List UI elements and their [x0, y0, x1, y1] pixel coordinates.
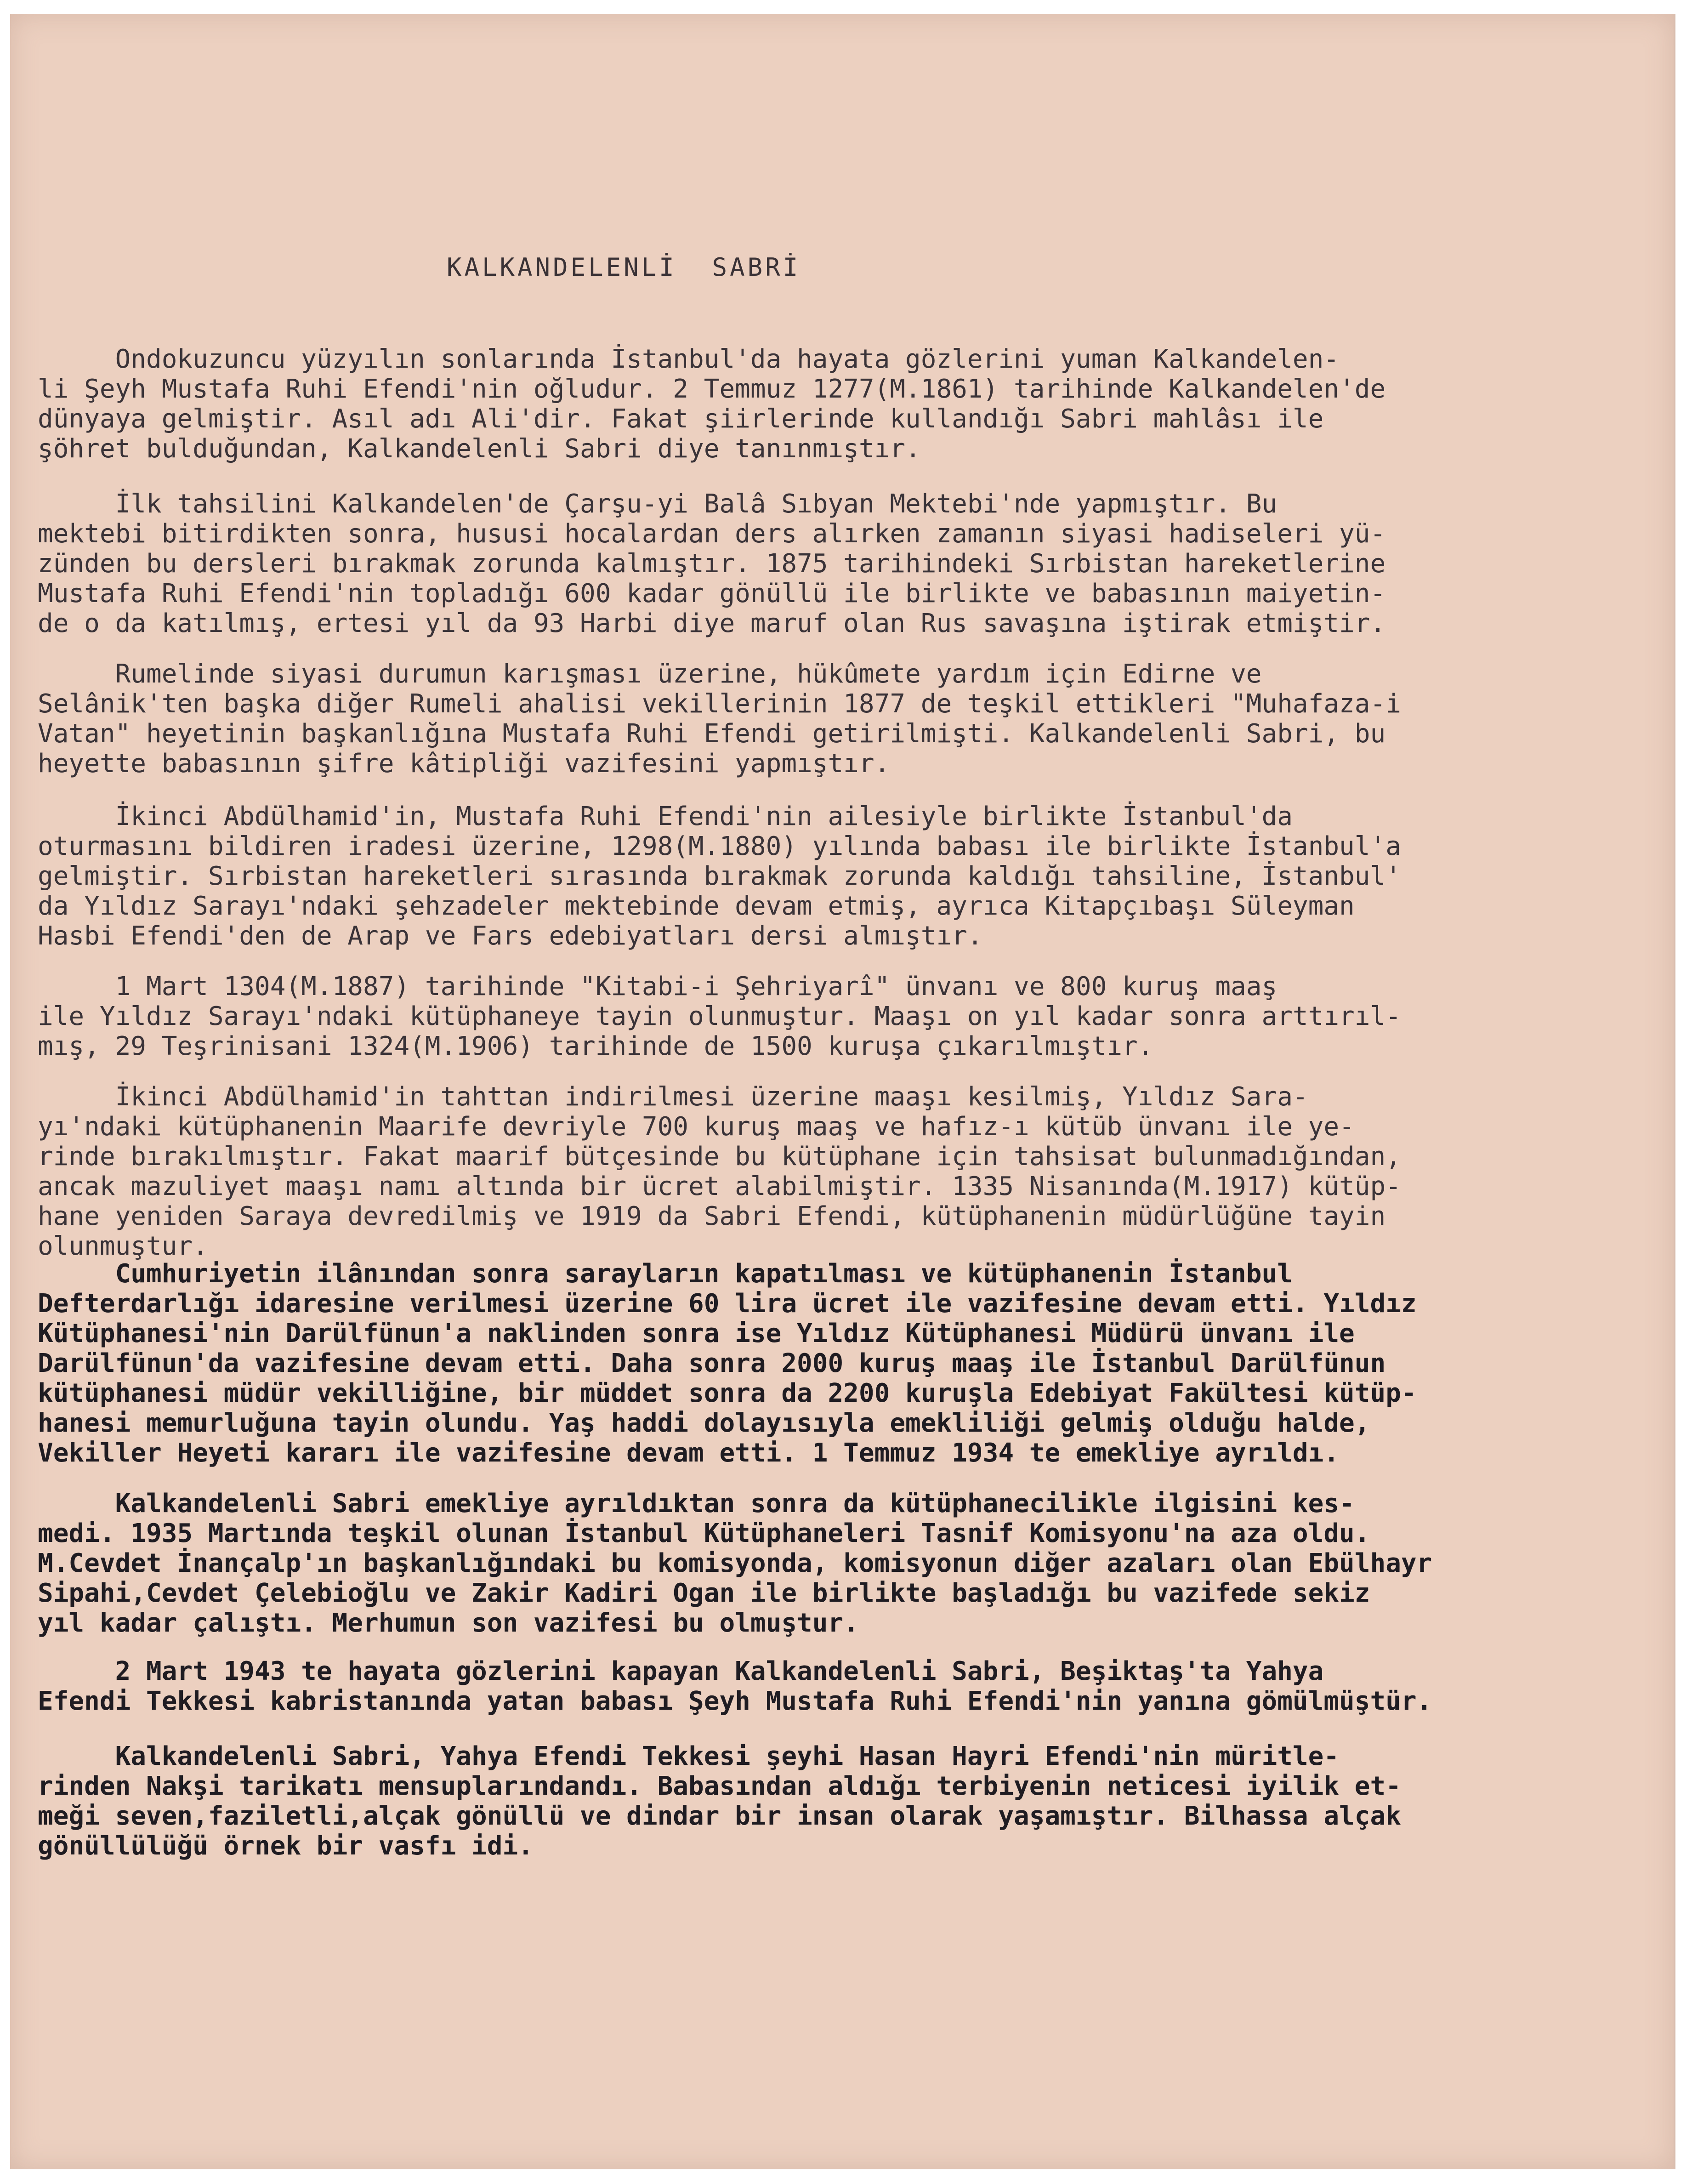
text-line: Kalkandelenli Sabri, Yahya Efendi Tekkesi şeyhi Hasan Hayri Efendi'nin müritle-: [38, 1741, 1340, 1771]
text-line: mış, 29 Teşrinisani 1324(M.1906) tarihinde de 1500 kuruşa çıkarılmıştır.: [38, 1031, 1153, 1061]
text-line: Vatan" heyetinin başkanlığına Mustafa Ruhi Efendi getirilmişti. Kalkandelenli Sabri, bu: [38, 719, 1386, 749]
text-line: zünden bu dersleri bırakmak zorunda kalmıştır. 1875 tarihindeki Sırbistan hareketlerine: [38, 549, 1386, 579]
text-line: Darülfünun'da vazifesine devam etti. Daha sonra 2000 kuruş maaş ile İstanbul Darülfünun: [38, 1348, 1386, 1378]
text-line: kütüphanesi müdür vekilliğine, bir müddet sonra da 2200 kuruşla Edebiyat Fakültesi kütüp-: [38, 1378, 1417, 1408]
text-line: 1 Mart 1304(M.1887) tarihinde "Kitabi-i Şehriyarî" ünvanı ve 800 kuruş maaş: [38, 972, 1278, 1001]
text-line: Defterdarlığı idaresine verilmesi üzerine 60 lira ücret ile vazifesine devam etti. Yıldız: [38, 1289, 1417, 1319]
text-line: 2 Mart 1943 te hayata gözlerini kapayan Kalkandelenli Sabri, Beşiktaş'ta Yahya: [38, 1656, 1324, 1686]
text-line: Sipahi,Cevdet Çelebioğlu ve Zakir Kadiri Ogan ile birlikte başladığı bu vazifede sekiz: [38, 1578, 1370, 1608]
text-line: gelmiştir. Sırbistan hareketleri sırasında bırakmak zorunda kaldığı tahsiline, İstanbul': [38, 861, 1401, 891]
text-line: İkinci Abdülhamid'in tahttan indirilmesi üzerine maaşı kesilmiş, Yıldız Sara-: [38, 1082, 1308, 1112]
text-line: Hasbi Efendi'den de Arap ve Fars edebiyatları dersi almıştır.: [38, 921, 983, 951]
text-line: oturmasını bildiren iradesi üzerine, 1298(M.1880) yılında babası ile birlikte İstanbul'a: [38, 831, 1401, 861]
text-line: Efendi Tekkesi kabristanında yatan babası Şeyh Mustafa Ruhi Efendi'nin yanına gömülmüştür.: [38, 1686, 1432, 1716]
text-line: mektebi bitirdikten sonra, hususi hocalardan ders alırken zamanın siyasi hadiseleri yü-: [38, 519, 1386, 549]
document-page: [10, 14, 1675, 2169]
text-line: medi. 1935 Martında teşkil olunan İstanbul Kütüphaneleri Tasnif Komisyonu'na aza oldu.: [38, 1519, 1370, 1548]
text-line: olunmuştur.: [38, 1231, 208, 1261]
text-line: dünyaya gelmiştir. Asıl adı Ali'dir. Fakat şiirlerinde kullandığı Sabri mahlâsı ile: [38, 404, 1324, 434]
text-line: yı'ndaki kütüphanenin Maarife devriyle 700 kuruş maaş ve hafız-ı kütüb ünvanı ile ye-: [38, 1112, 1355, 1142]
text-line: İkinci Abdülhamid'in, Mustafa Ruhi Efendi'nin ailesiyle birlikte İstanbul'da: [38, 802, 1293, 831]
text-line: de o da katılmış, ertesi yıl da 93 Harbi diye maruf olan Rus savaşına iştirak etmiştir.: [38, 609, 1386, 638]
text-line: meği seven,faziletli,alçak gönüllü ve dindar bir insan olarak yaşamıştır. Bilhassa alçak: [38, 1801, 1401, 1831]
text-line: ile Yıldız Sarayı'ndaki kütüphaneye tayin olunmuştur. Maaşı on yıl kadar sonra arttırıl-: [38, 1001, 1401, 1031]
document-title: KALKANDELENLİ SABRİ: [447, 253, 801, 282]
text-line: Selânik'ten başka diğer Rumeli ahalisi vekillerinin 1877 de teşkil ettikleri "Muhafaza-i: [38, 689, 1401, 719]
text-line: hane yeniden Saraya devredilmiş ve 1919 da Sabri Efendi, kütüphanenin müdürlüğüne tayin: [38, 1201, 1386, 1231]
text-line: Ondokuzuncu yüzyılın sonlarında İstanbul'da hayata gözlerini yuman Kalkandelen-: [38, 344, 1340, 374]
text-line: İlk tahsilini Kalkandelen'de Çarşu-yi Balâ Sıbyan Mektebi'nde yapmıştır. Bu: [38, 489, 1278, 519]
text-line: M.Cevdet İnançalp'ın başkanlığındaki bu komisyonda, komisyonun diğer azaları olan Ebülhayr: [38, 1548, 1432, 1578]
text-line: Kalkandelenli Sabri emekliye ayrıldıktan sonra da kütüphanecilikle ilgisini kes-: [38, 1489, 1355, 1519]
text-line: da Yıldız Sarayı'ndaki şehzadeler mektebinde devam etmiş, ayrıca Kitapçıbaşı Süleyman: [38, 891, 1355, 921]
text-line: rinde bırakılmıştır. Fakat maarif bütçesinde bu kütüphane için tahsisat bulunmadığından,: [38, 1142, 1401, 1172]
text-line: hanesi memurluğuna tayin olundu. Yaş haddi dolayısıyla emekliliği gelmiş olduğu halde,: [38, 1408, 1370, 1438]
text-line: li Şeyh Mustafa Ruhi Efendi'nin oğludur. 2 Temmuz 1277(M.1861) tarihinde Kalkandelen'de: [38, 374, 1386, 404]
text-line: rinden Nakşi tarikatı mensuplarındandı. Babasından aldığı terbiyenin neticesi iyilik et-: [38, 1771, 1401, 1801]
text-line: gönüllülüğü örnek bir vasfı idi.: [38, 1831, 534, 1861]
text-line: Rumelinde siyasi durumun karışması üzerine, hükûmete yardım için Edirne ve: [38, 659, 1262, 689]
text-line: Mustafa Ruhi Efendi'nin topladığı 600 kadar gönüllü ile birlikte ve babasının maiyetin-: [38, 579, 1386, 609]
text-line: heyette babasının şifre kâtipliği vazifesini yapmıştır.: [38, 749, 890, 779]
text-line: Kütüphanesi'nin Darülfünun'a naklinden sonra ise Yıldız Kütüphanesi Müdürü ünvanı ile: [38, 1319, 1355, 1348]
text-line: ancak mazuliyet maaşı namı altında bir ücret alabilmiştir. 1335 Nisanında(M.1917) kütüp-: [38, 1172, 1401, 1201]
text-line: yıl kadar çalıştı. Merhumun son vazifesi bu olmuştur.: [38, 1608, 859, 1638]
text-line: Vekiller Heyeti kararı ile vazifesine devam etti. 1 Temmuz 1934 te emekliye ayrıldı.: [38, 1438, 1340, 1468]
text-line: Cumhuriyetin ilânından sonra sarayların kapatılması ve kütüphanenin İstanbul: [38, 1259, 1293, 1289]
text-line: şöhret bulduğundan, Kalkandelenli Sabri diye tanınmıştır.: [38, 434, 921, 464]
